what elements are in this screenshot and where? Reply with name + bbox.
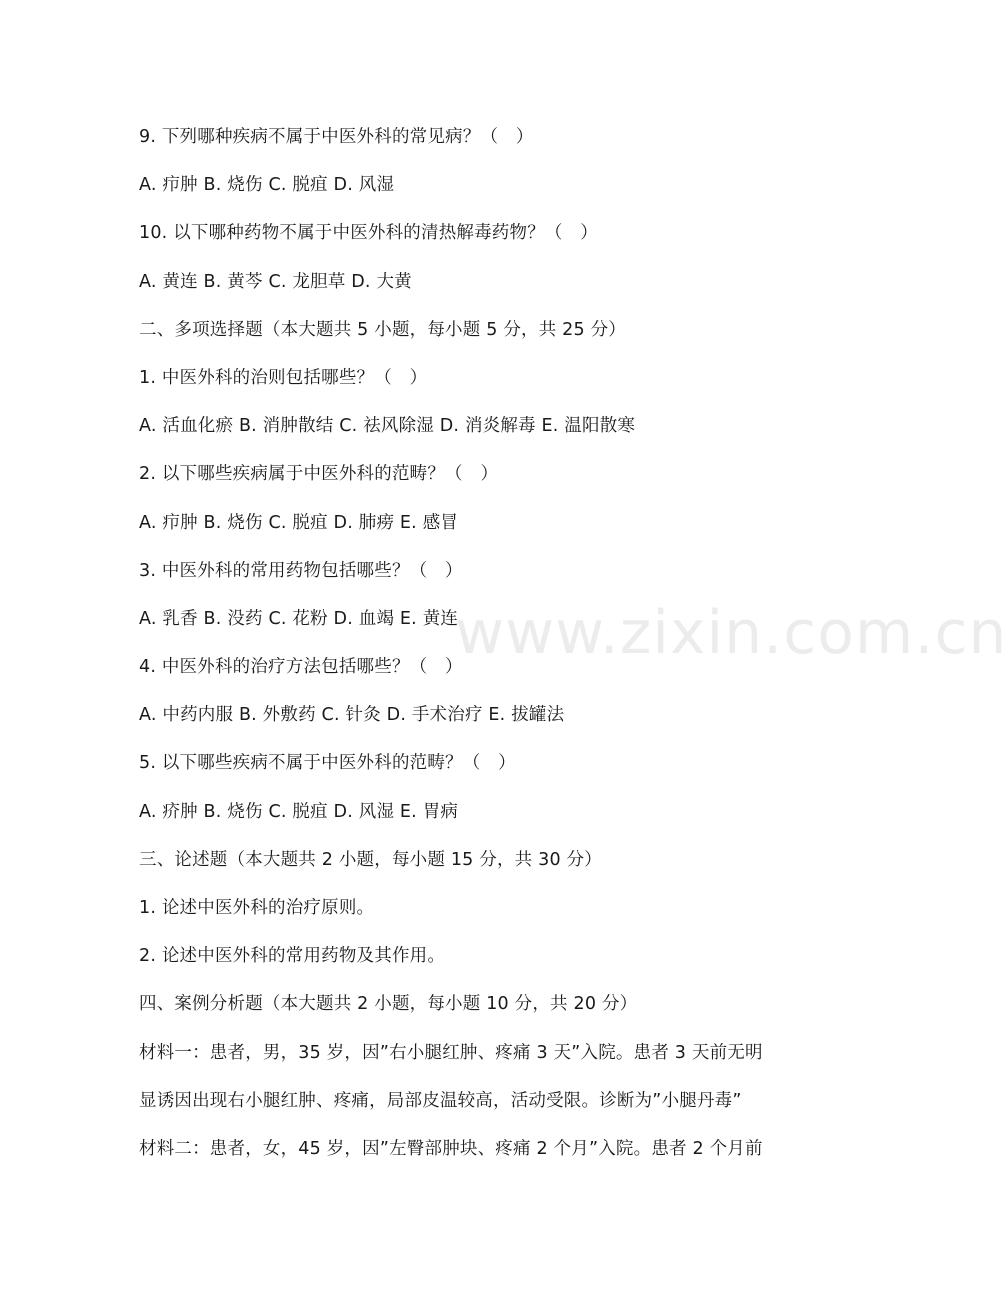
question-9-options: A. 疖肿 B. 烧伤 C. 脱疽 D. 风湿 (139, 175, 395, 196)
multi-question-1: 1. 中医外科的治则包括哪些？（ ） (139, 367, 428, 388)
question-9: 9. 下列哪种疾病不属于中医外科的常见病？（ ） (139, 127, 534, 147)
section-3-heading: 三、论述题（本大题共 2 小题，每小题 15 分，共 30 分） (139, 849, 602, 870)
case-material-2: 材料二：患者，女，45 岁，因”左臀部肿块、疼痛 2 个月”入院。患者 2 个月前 (139, 1138, 763, 1159)
section-4-heading: 四、案例分析题（本大题共 2 小题，每小题 10 分，共 20 分） (139, 994, 638, 1015)
multi-question-3: 3. 中医外科的常用药物包括哪些？（ ） (139, 560, 463, 581)
multi-question-2: 2. 以下哪些疾病属于中医外科的范畴？（ ） (139, 464, 499, 485)
case-material-1-cont: 显诱因出现右小腿红肿、疼痛，局部皮温较高，活动受限。诊断为”小腿丹毒” (139, 1090, 742, 1111)
section-2-heading: 二、多项选择题（本大题共 5 小题，每小题 5 分，共 25 分） (139, 319, 627, 340)
multi-question-1-options: A. 活血化瘀 B. 消肿散结 C. 祛风除湿 D. 消炎解毒 E. 温阳散寒 (139, 416, 636, 437)
question-10-options: A. 黄连 B. 黄芩 C. 龙胆草 D. 大黄 (139, 271, 412, 292)
multi-question-4: 4. 中医外科的治疗方法包括哪些？（ ） (139, 657, 463, 678)
multi-question-2-options: A. 疖肿 B. 烧伤 C. 脱疽 D. 肺痨 E. 感冒 (139, 512, 459, 533)
question-10: 10. 以下哪种药物不属于中医外科的清热解毒药物？（ ） (139, 223, 598, 244)
multi-question-3-options: A. 乳香 B. 没药 C. 花粉 D. 血竭 E. 黄连 (139, 608, 459, 629)
multi-question-5: 5. 以下哪些疾病不属于中医外科的范畴？（ ） (139, 753, 516, 774)
case-material-1: 材料一：患者，男，35 岁，因”右小腿红肿、疼痛 3 天”入院。患者 3 天前无明 (139, 1042, 763, 1063)
essay-question-1: 1. 论述中医外科的治疗原则。 (139, 898, 375, 918)
watermark: www.zixin.com.cn (455, 598, 1007, 668)
essay-question-2: 2. 论述中医外科的常用药物及其作用。 (139, 946, 446, 967)
multi-question-5-options: A. 疥肿 B. 烧伤 C. 脱疽 D. 风湿 E. 胃病 (139, 801, 459, 822)
exam-content (139, 121, 789, 1181)
multi-question-4-options: A. 中药内服 B. 外敷药 C. 针灸 D. 手术治疗 E. 拔罐法 (139, 705, 565, 726)
